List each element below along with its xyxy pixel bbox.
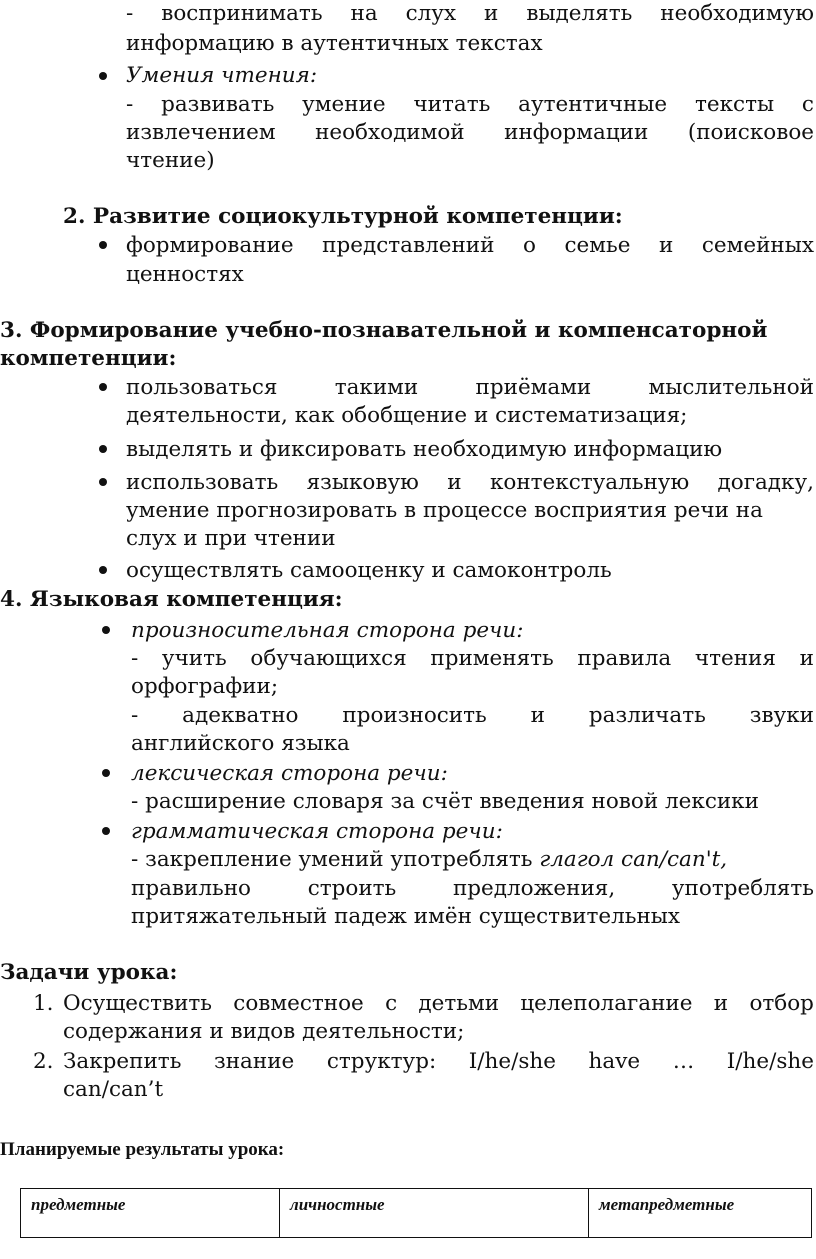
bullet-icon	[99, 241, 107, 249]
word: строить	[307, 876, 397, 901]
word: I/he/she	[726, 1049, 814, 1074]
bullet-icon	[102, 827, 110, 835]
grammar-line-3: притяжательный падеж имён существительных	[131, 904, 681, 929]
bullet-icon	[99, 566, 107, 574]
word: семье	[564, 233, 631, 258]
word: Закрепить	[63, 1049, 182, 1074]
task-2-line-2: can/can’t	[63, 1077, 164, 1102]
grammar-line-1-verb: глагол can/can't,	[539, 847, 728, 872]
task-2-number: 2.	[33, 1049, 54, 1074]
word: -	[126, 92, 134, 117]
reading-line-1	[126, 91, 814, 119]
reading-line-3: чтение)	[126, 148, 215, 173]
section-2-heading: 2. Развитие социокультурной компетенции:	[63, 204, 623, 229]
word: и	[713, 991, 729, 1016]
bullet-icon	[102, 626, 110, 634]
section-4-heading: 4. Языковая компетенция:	[0, 587, 343, 612]
word: аутентичные	[518, 92, 668, 117]
word: выделять	[526, 1, 633, 26]
word: извлечением	[126, 120, 276, 145]
word: и	[447, 470, 462, 495]
word: и	[530, 703, 545, 728]
word: учить	[161, 646, 227, 671]
word: I/he/she	[468, 1049, 556, 1074]
task-1-number: 1.	[33, 991, 54, 1016]
word: приёмами	[475, 375, 592, 400]
word: произносить	[342, 703, 487, 728]
word: необходимую	[660, 1, 814, 26]
word: -	[126, 1, 134, 26]
word: пользоваться	[126, 375, 278, 400]
lexical-heading: лексическая сторона речи:	[131, 761, 448, 786]
word: знание	[214, 1049, 295, 1074]
pronunciation-line-3	[131, 702, 814, 730]
word: правила	[577, 646, 672, 671]
word: правильно	[131, 876, 251, 901]
pronunciation-line-1	[131, 645, 814, 673]
word: воспринимать	[161, 1, 323, 26]
reading-heading: Умения чтения:	[126, 63, 318, 88]
bullet-icon	[99, 445, 107, 453]
lexical-line-1: - расширение словаря за счёт введения новой лексики	[131, 789, 759, 814]
word: …	[672, 1049, 695, 1074]
section-3-heading-line-2: компетенции:	[0, 346, 177, 371]
word: семейных	[701, 233, 814, 258]
bullet-icon	[102, 769, 110, 777]
grammar-line-2	[131, 875, 814, 903]
word: употреблять	[671, 876, 814, 901]
word: развивать	[161, 92, 275, 117]
word: структур:	[326, 1049, 437, 1074]
word: и	[799, 646, 814, 671]
word: формирование	[126, 233, 294, 258]
grammar-line-1-text: - закрепление умений употреблять	[131, 847, 540, 872]
word: детьми	[418, 991, 500, 1016]
task-1-line-1	[63, 990, 814, 1018]
pronunciation-heading: произносительная сторона речи:	[131, 618, 524, 643]
reading-line-2	[126, 119, 814, 147]
word: о	[523, 233, 536, 258]
word: представлений	[322, 233, 495, 258]
word: звуки	[749, 703, 814, 728]
word: на	[350, 1, 378, 26]
word: совместное	[233, 991, 364, 1016]
word: отбор	[749, 991, 814, 1016]
word: тексты	[694, 92, 775, 117]
results-header-row	[21, 1189, 812, 1238]
word: с	[385, 991, 398, 1016]
word: умение	[302, 92, 386, 117]
results-table	[20, 1188, 812, 1238]
word: -	[131, 703, 139, 728]
word: контекстуальную	[489, 470, 690, 495]
word: использовать	[126, 470, 279, 495]
word: догадку,	[717, 470, 814, 495]
word: чтения	[694, 646, 776, 671]
word: (поисковое	[687, 120, 814, 145]
word: have	[588, 1049, 641, 1074]
section-3-item-2: выделять и фиксировать необходимую информацию	[126, 437, 723, 462]
bullet-icon	[99, 72, 107, 80]
section-3-item-3-line-3: слух и при чтении	[126, 526, 336, 551]
section-3-heading-line-1: 3. Формирование учебно-познавательной и компенсаторной	[0, 318, 768, 343]
results-column-metasubject: метапредметные	[589, 1189, 812, 1238]
word: различать	[588, 703, 706, 728]
grammar-line-1	[131, 846, 727, 874]
word: читать	[413, 92, 491, 117]
section-3-item-3-line-2: умение прогнозировать в процессе восприятия речи на	[126, 498, 763, 523]
section-3-item-3-line-1	[126, 469, 814, 497]
word: целеполагание	[520, 991, 693, 1016]
pronunciation-line-4: английского языка	[131, 731, 350, 756]
section-2-item-line-2: ценностях	[126, 262, 244, 287]
word: и	[484, 1, 499, 26]
section-3-item-4: осуществлять самооценку и самоконтроль	[126, 558, 612, 583]
grammar-heading: грамматическая сторона речи:	[131, 819, 503, 844]
word: применять	[430, 646, 554, 671]
pronunciation-line-2: орфографии;	[131, 674, 279, 699]
bullet-icon	[99, 383, 107, 391]
tasks-heading: Задачи урока:	[0, 960, 178, 985]
word: информации	[504, 120, 649, 145]
word: такими	[334, 375, 419, 400]
results-column-personal: личностные	[280, 1189, 589, 1238]
section-3-item-1-line-2: деятельности, как обобщение и систематизация;	[126, 403, 688, 428]
results-heading: Планируемые результаты урока:	[0, 1139, 285, 1160]
word: -	[131, 646, 139, 671]
word: и	[658, 233, 674, 258]
word: обучающихся	[250, 646, 407, 671]
listening-line-2: информацию в аутентичных текстах	[126, 31, 543, 56]
word: мыслительной	[648, 375, 814, 400]
word: с	[801, 92, 814, 117]
word: предложения,	[452, 876, 616, 901]
word: необходимой	[315, 120, 465, 145]
bullet-icon	[99, 478, 107, 486]
word: адекватно	[182, 703, 299, 728]
word: слух	[405, 1, 457, 26]
section-3-item-1-line-1	[126, 374, 814, 402]
listening-line-1	[126, 0, 814, 28]
task-1-line-2: содержания и видов деятельности;	[63, 1019, 465, 1044]
section-2-item-line-1	[126, 232, 814, 260]
word: языковую	[306, 470, 419, 495]
word: Осуществить	[63, 991, 212, 1016]
results-column-subject: предметные	[21, 1189, 280, 1238]
task-2-line-1	[63, 1048, 814, 1076]
